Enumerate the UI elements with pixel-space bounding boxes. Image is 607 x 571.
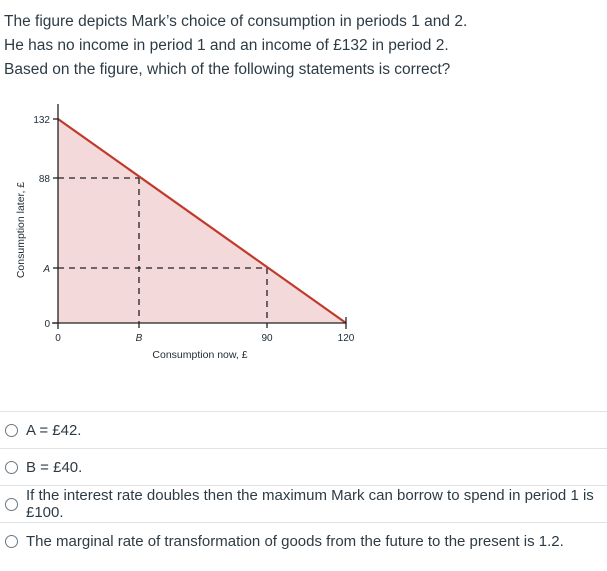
answer-options	[0, 411, 607, 559]
radio-button-icon[interactable]	[5, 424, 18, 437]
budget-constraint-figure	[0, 98, 380, 378]
x-axis-title: Consumption now, £	[152, 349, 248, 361]
option-a[interactable]	[0, 411, 607, 448]
x-tick-b: B	[135, 333, 143, 344]
y-tick-132: 132	[33, 115, 50, 126]
option-b[interactable]	[0, 448, 607, 485]
option-d[interactable]	[0, 522, 607, 559]
question-text	[4, 10, 604, 82]
radio-button-icon[interactable]	[5, 535, 18, 548]
option-c[interactable]	[0, 485, 607, 522]
option-label: If the interest rate doubles then the maximum Mark can borrow to spend in period 1 is £100.	[26, 487, 594, 521]
budget-constraint-diagram	[0, 98, 380, 378]
question-line-2: He has no income in period 1 and an income of £132 in period 2.	[4, 37, 449, 54]
radio-button-icon[interactable]	[5, 498, 18, 511]
y-tick-a: A	[43, 264, 50, 275]
option-label: The marginal rate of transformation of goods from the future to the present is 1.2.	[26, 532, 564, 550]
question-line-1: The figure depicts Mark’s choice of consumption in periods 1 and 2.	[4, 13, 468, 30]
option-label: A = £42.	[26, 421, 82, 439]
option-label: B = £40.	[26, 458, 83, 476]
x-tick-0: 0	[55, 333, 61, 344]
y-tick-0: 0	[44, 319, 50, 330]
question-line-3: Based on the figure, which of the following statements is correct?	[4, 61, 451, 78]
radio-button-icon[interactable]	[5, 461, 18, 474]
x-tick-120: 120	[337, 333, 355, 344]
x-tick-90: 90	[261, 333, 273, 344]
y-tick-88: 88	[38, 174, 50, 185]
y-axis-title: Consumption later, £	[15, 181, 27, 279]
